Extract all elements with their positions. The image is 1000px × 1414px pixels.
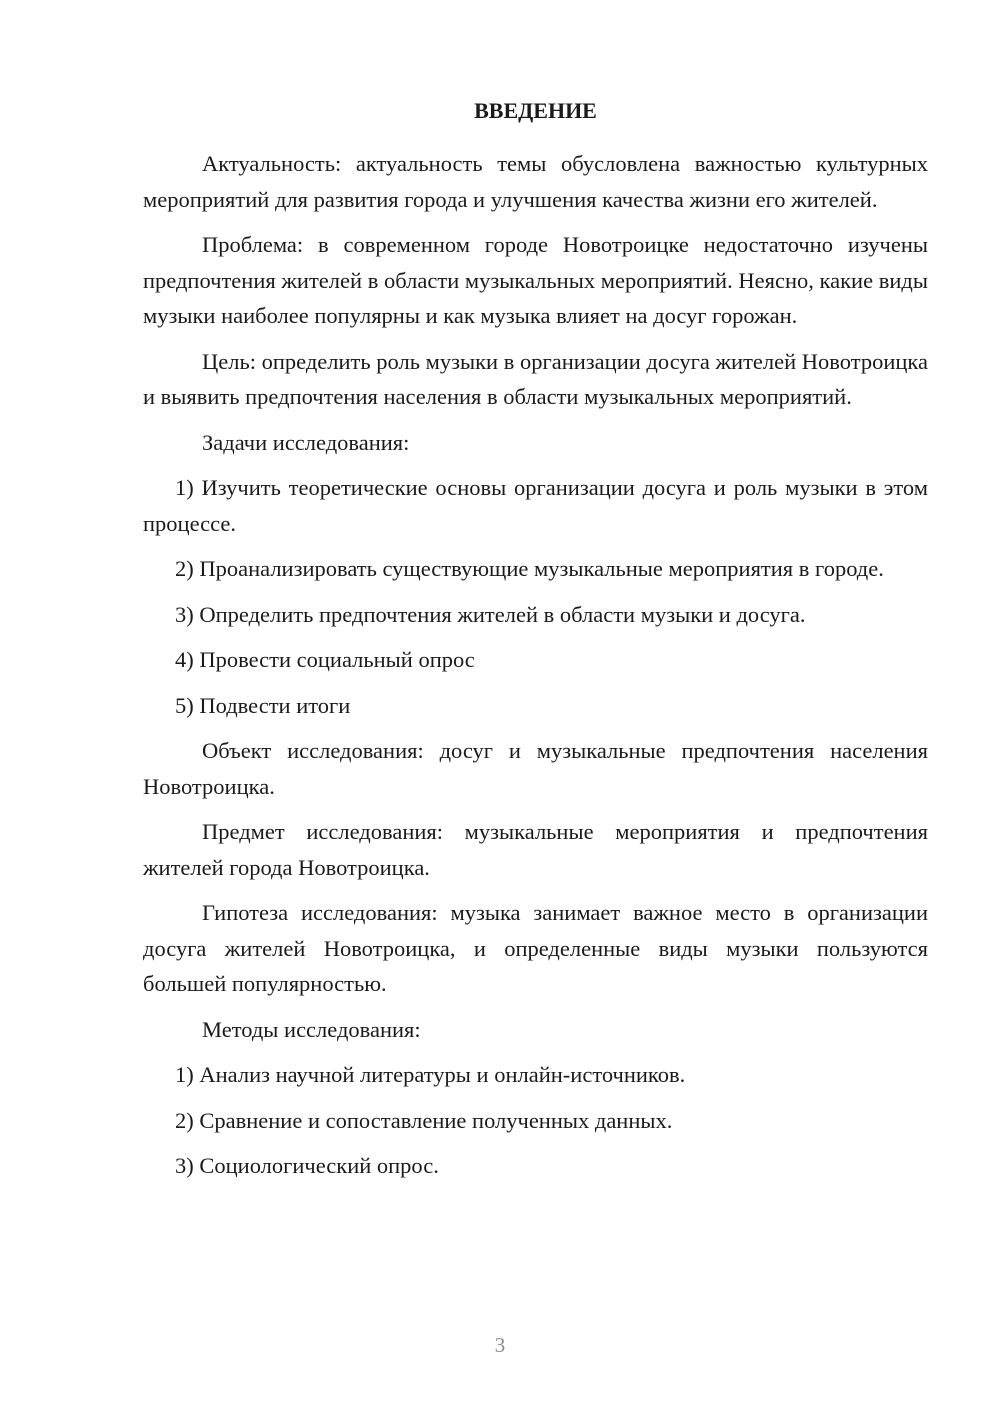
goal-paragraph: Цель: определить роль музыки в организации досуга жителей Новотроицка и выявить предпочтения населения в области музыкальных мероприятий. (143, 348, 928, 409)
methods-heading: Методы исследования: (202, 1016, 421, 1042)
method-item-3: 3) Социологический опрос. (175, 1153, 439, 1178)
tasks-heading: Задачи исследования: (202, 429, 410, 455)
object-paragraph: Объект исследования: досуг и музыкальные предпочтения населения Новотроицка. (143, 738, 928, 799)
hypothesis-paragraph: Гипотеза исследования: музыка занимает важное место в организации досуга жителей Новотроицка, и определенные виды музыки пользуются большей популярностью. (143, 900, 928, 996)
section-title: ВВЕДЕНИЕ (474, 98, 597, 123)
problem-paragraph: Проблема: в современном городе Новотроицке недостаточно изучены предпочтения жителей в области музыкальных мероприятий. Неясно, какие виды музыки наиболее популярны и как музыка влияет на досуг горожан. (143, 232, 928, 328)
task-item-3: 3) Определить предпочтения жителей в области музыки и досуга. (175, 601, 806, 627)
task-item-1: 1) Изучить теоретические основы организации досуга и роль музыки в этом процессе. (143, 475, 928, 536)
task-item-2: 2) Проанализировать существующие музыкальные мероприятия в городе. (175, 556, 884, 581)
task-item-4: 4) Провести социальный опрос (175, 647, 475, 672)
relevance-paragraph: Актуальность: актуальность темы обусловлена важностью культурных мероприятий для развития города и улучшения качества жизни его жителей. (143, 151, 928, 212)
task-item-5: 5) Подвести итоги (175, 692, 351, 718)
page-number: 3 (494, 1333, 506, 1357)
method-item-1: 1) Анализ научной литературы и онлайн-источников. (175, 1062, 686, 1087)
subject-paragraph: Предмет исследования: музыкальные мероприятия и предпочтения жителей города Новотроицка. (143, 819, 928, 880)
method-item-2: 2) Сравнение и сопоставление полученных данных. (175, 1107, 673, 1133)
document-page (143, 96, 928, 1194)
